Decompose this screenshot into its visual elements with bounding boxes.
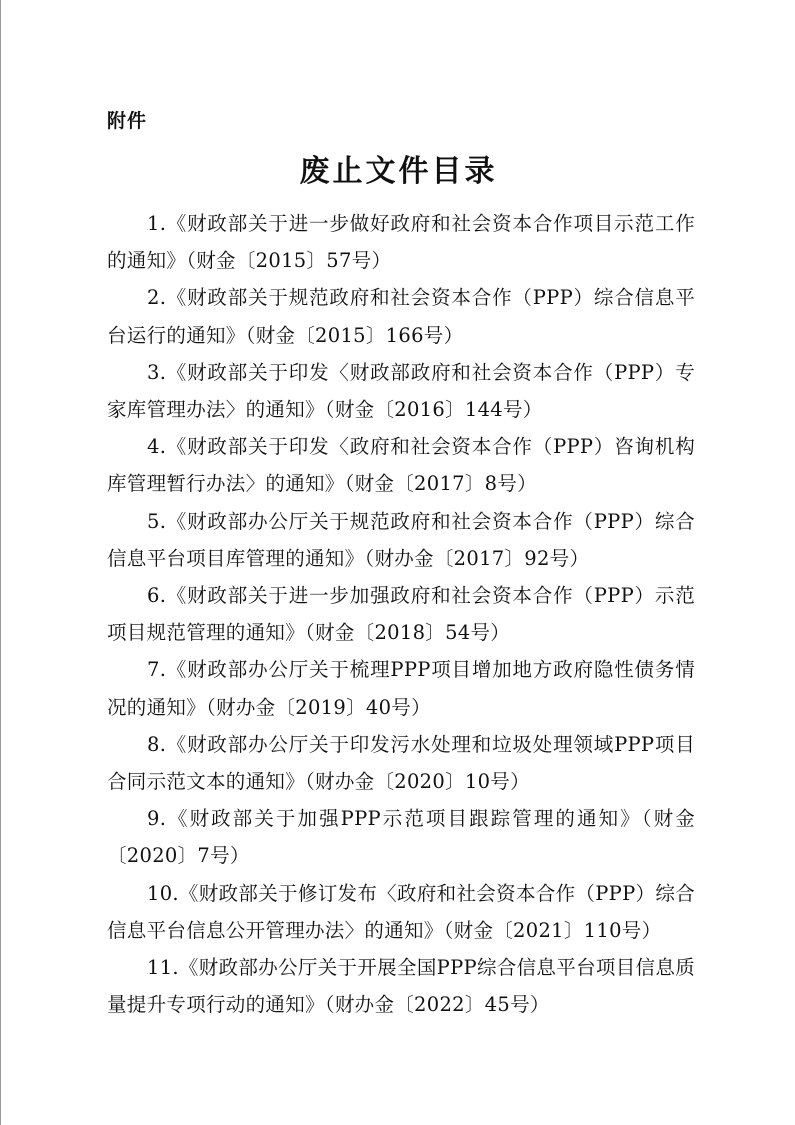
abolished-documents-list xyxy=(107,205,695,1023)
list-item: 9.《财政部关于加强PPP示范项目跟踪管理的通知》（财金〔2020〕7号） xyxy=(107,807,695,868)
list-item: 2.《财政部关于规范政府和社会资本合作（PPP）综合信息平台运行的通知》（财金〔2015〕166号） xyxy=(107,286,695,347)
list-item: 10.《财政部关于修订发布〈政府和社会资本合作（PPP）综合信息平台信息公开管理办法〉的通知》（财金〔2021〕110号） xyxy=(107,881,695,942)
page-title: 废止文件目录 xyxy=(299,154,498,189)
list-item: 6.《财政部关于进一步加强政府和社会资本合作（PPP）示范项目规范管理的通知》（财金〔2018〕54号） xyxy=(107,584,695,645)
list-item: 1.《财政部关于进一步做好政府和社会资本合作项目示范工作的通知》（财金〔2015〕57号） xyxy=(107,212,695,273)
list-item: 5.《财政部办公厅关于规范政府和社会资本合作（PPP）综合信息平台项目库管理的通知》（财办金〔2017〕92号） xyxy=(107,509,695,570)
list-item: 8.《财政部办公厅关于印发污水处理和垃圾处理领域PPP项目合同示范文本的通知》（财办金〔2020〕10号） xyxy=(107,732,695,794)
list-item: 7.《财政部办公厅关于梳理PPP项目增加地方政府隐性债务情况的通知》（财办金〔2019〕40号） xyxy=(107,658,695,719)
list-item: 3.《财政部关于印发〈财政部政府和社会资本合作（PPP）专家库管理办法〉的通知》（财金〔2016〕144号） xyxy=(107,360,695,422)
attachment-label: 附件 xyxy=(107,110,148,132)
list-item: 4.《财政部关于印发〈政府和社会资本合作（PPP）咨询机构库管理暂行办法〉的通知》（财金〔2017〕8号） xyxy=(107,435,695,496)
list-item: 11.《财政部办公厅关于开展全国PPP综合信息平台项目信息质量提升专项行动的通知》（财办金〔2022〕45号） xyxy=(107,956,695,1017)
